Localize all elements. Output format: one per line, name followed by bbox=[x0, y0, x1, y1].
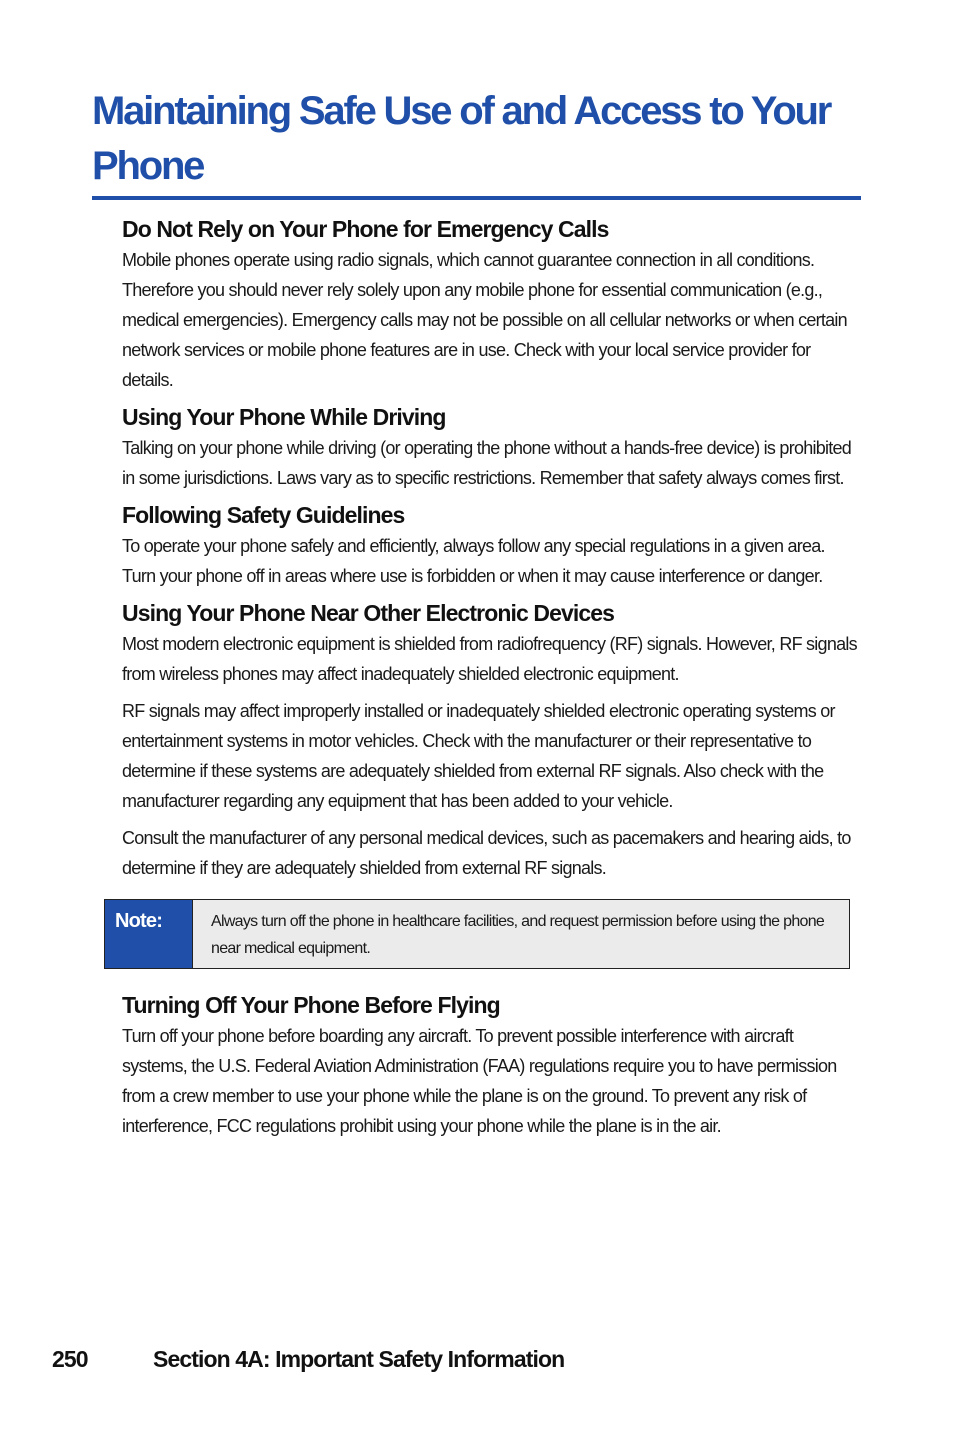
section-heading: Do Not Rely on Your Phone for Emergency Calls bbox=[122, 216, 609, 242]
page-content bbox=[115, 213, 862, 1147]
paragraph: Turn off your phone before boarding any aircraft. To prevent possible interference with aircraft systems, the U.S. Federal Aviation Administration (FAA) regulations require you to have permission from a crew member to use your phone while the plane is on the ground. To prevent any risk of interference, FCC regulations prohibit using your phone while the plane is in the air. bbox=[122, 1026, 837, 1136]
paragraph: Consult the manufacturer of any personal medical devices, such as pacemakers and hearing aids, to determine if they are adequately shielded from external RF signals. bbox=[122, 828, 851, 878]
paragraph: Most modern electronic equipment is shielded from radiofrequency (RF) signals. However, RF signals from wireless phones may affect inadequately shielded electronic equipment. bbox=[122, 634, 857, 684]
page-footer bbox=[52, 1346, 564, 1373]
section-heading: Using Your Phone Near Other Electronic Devices bbox=[122, 600, 615, 626]
title-divider bbox=[92, 196, 861, 200]
section-emergency-calls bbox=[122, 213, 862, 395]
section-heading: Using Your Phone While Driving bbox=[122, 404, 446, 430]
section-flying bbox=[122, 989, 862, 1141]
paragraph: Mobile phones operate using radio signals, which cannot guarantee connection in all conditions. Therefore you should never rely solely upon any mobile phone for essential communication (e.g., medical emergencies). Emergency calls may not be possible on all cellular networks or when certain network services or mobile phone features are in use. Check with your local service provider for details. bbox=[122, 250, 847, 390]
section-safety-guidelines bbox=[122, 499, 862, 591]
section-heading: Turning Off Your Phone Before Flying bbox=[122, 992, 500, 1018]
footer-section-title: Section 4A: Important Safety Information bbox=[153, 1346, 565, 1372]
section-heading: Following Safety Guidelines bbox=[122, 502, 405, 528]
paragraph: RF signals may affect improperly installed or inadequately shielded electronic operating systems or entertainment systems in motor vehicles. Check with the manufacturer or their representative to determine if these systems are adequately shielded from external RF signals. Also check with the manufacturer regarding any equipment that has been added to your vehicle. bbox=[122, 701, 835, 811]
note-label: Note: bbox=[105, 900, 193, 968]
note-text: Always turn off the phone in healthcare facilities, and request permission before using the phone near medical equipment. bbox=[211, 913, 825, 957]
paragraph: Talking on your phone while driving (or operating the phone without a hands-free device) is prohibited in some jurisdictions. Laws vary as to specific restrictions. Remember that safety always comes first. bbox=[122, 438, 851, 488]
page-number: 250 bbox=[52, 1346, 88, 1372]
note-box bbox=[104, 899, 850, 969]
paragraph: To operate your phone safely and efficiently, always follow any special regulations in a given area. Turn your phone off in areas where use is forbidden or when it may cause interference or danger. bbox=[122, 536, 825, 586]
page-title: Maintaining Safe Use of and Access to Your Phone bbox=[92, 89, 831, 188]
section-electronic-devices bbox=[122, 597, 862, 883]
section-driving bbox=[122, 401, 862, 493]
